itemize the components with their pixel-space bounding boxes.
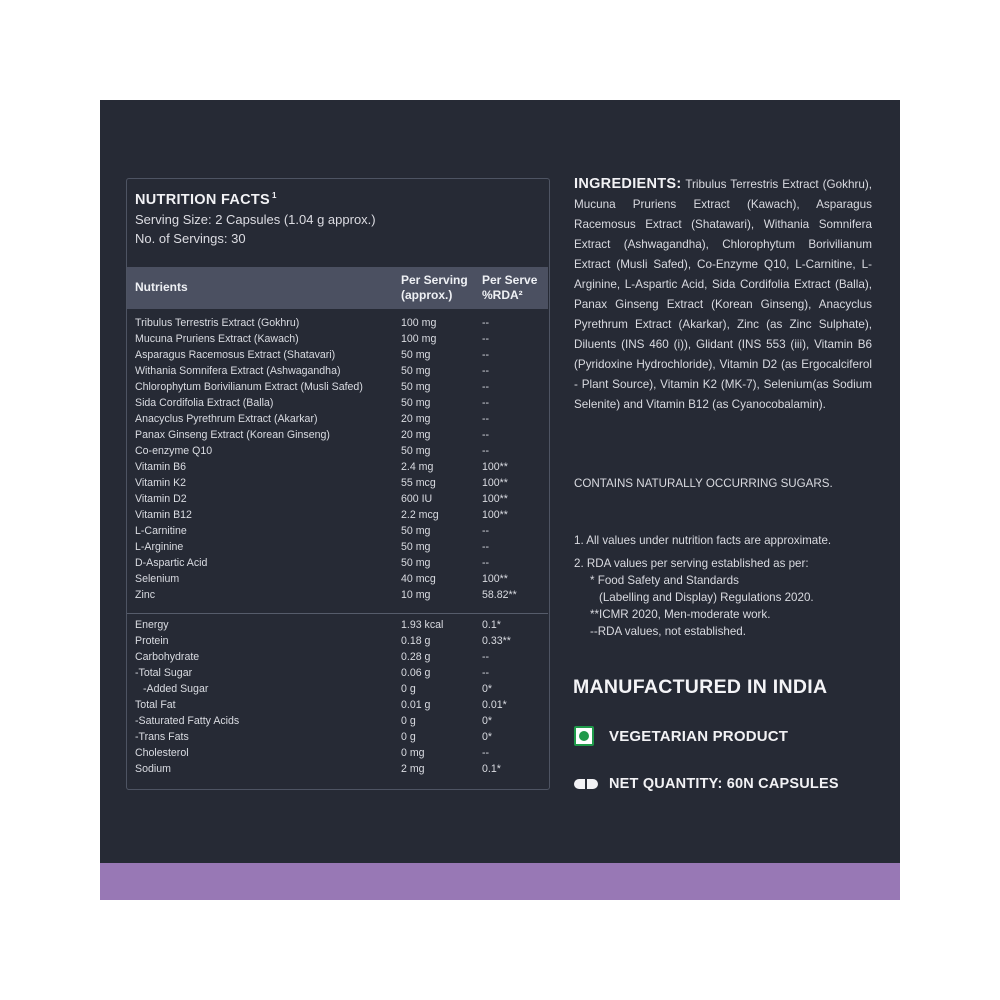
nutrient-name: -Added Sugar [143, 683, 209, 695]
rda-value: 100** [482, 477, 508, 489]
header-per-serving-line1: Per Serving [401, 273, 468, 287]
nutrient-name: -Saturated Fatty Acids [135, 715, 240, 727]
nutrient-name: L-Arginine [135, 541, 184, 553]
nutrition-title-footnote: 1 [272, 191, 277, 200]
table-row [127, 747, 548, 763]
nutrient-rows [127, 317, 548, 605]
ingredients-block [574, 174, 872, 415]
nutrient-name: Selenium [135, 573, 180, 585]
table-row [127, 317, 548, 333]
per-serving-value: 40 mcg [401, 573, 436, 585]
contains-statement: CONTAINS NATURALLY OCCURRING SUGARS. [574, 477, 833, 490]
per-serving-value: 100 mg [401, 317, 437, 329]
nutrient-name: Zinc [135, 589, 156, 601]
rda-value: 100** [482, 461, 508, 473]
per-serving-value: 0.01 g [401, 699, 431, 711]
table-row [127, 525, 548, 541]
nutrient-name: Tribulus Terrestris Extract (Gokhru) [135, 317, 300, 329]
nutrient-name: -Trans Fats [135, 731, 189, 743]
rda-value: 0.1* [482, 619, 501, 631]
rda-value: -- [482, 747, 490, 759]
rda-value: -- [482, 349, 490, 361]
nutrient-name: Vitamin D2 [135, 493, 187, 505]
nutrient-name: Co-enzyme Q10 [135, 445, 213, 457]
serving-size: Serving Size: 2 Capsules (1.04 g approx.) [135, 211, 376, 227]
per-serving-value: 0.18 g [401, 635, 431, 647]
per-serving-value: 0 g [401, 683, 416, 695]
ingredients-label: INGREDIENTS: [574, 176, 682, 192]
nutrient-name: Chlorophytum Borivilianum Extract (Musli Safed) [135, 381, 363, 393]
nutrient-name: Carbohydrate [135, 651, 200, 663]
rda-value: 0.01* [482, 699, 507, 711]
table-row [127, 333, 548, 349]
servings-count: No. of Servings: 30 [135, 230, 246, 246]
table-row [127, 731, 548, 747]
table-row [127, 461, 548, 477]
table-row [127, 667, 548, 683]
per-serving-value: 0 g [401, 715, 416, 727]
rda-value: 0* [482, 683, 493, 695]
rda-value: 100** [482, 493, 508, 505]
nutrition-title-text: NUTRITION FACTS [135, 191, 270, 208]
nutrition-table-header [127, 267, 548, 309]
footnote-2c: **ICMR 2020, Men-moderate work. [590, 608, 771, 621]
vegetarian-mark-icon [574, 726, 594, 746]
per-serving-value: 2.2 mcg [401, 509, 439, 521]
table-row [127, 651, 548, 667]
per-serving-value: 600 IU [401, 493, 433, 505]
table-row [127, 557, 548, 573]
per-serving-value: 50 mg [401, 349, 431, 361]
per-serving-value: 55 mcg [401, 477, 436, 489]
ingredients-text: Tribulus Terrestris Extract (Gokhru), Mucuna Pruriens Extract (Kawach), Asparagus Racemosus Extract (Shatawari), Withania Somnifera Extract (Ashwagandha), Chlorophytum Borivilianum Extract (Musli Safed), Co-Enzyme Q10, L-Carnitine, L-Arginine, L-Aspartic Acid, Sida Cordifolia Extract (Balla), Panax Ginseng Extract (Korean Ginseng), Anacyclus Pyrethrum Extract (Akarkar), Zinc (as Zinc Sulphate), Diluents (INS 460 (i)), Glidant (INS 553 (iii), Vitamin B6 (Pyridoxine Hydrochloride), Vitamin D2 (as Ergocalciferol - Plant Source), Vitamin K2 (MK-7), Selenium(as Sodium Selenite) and Vitamin B12 (as Cyanocobalamin). [574, 178, 872, 411]
rda-value: 58.82** [482, 589, 517, 601]
header-per-serving [401, 273, 468, 303]
per-serving-value: 10 mg [401, 589, 431, 601]
footnote-2a: * Food Safety and Standards [590, 574, 739, 587]
table-row [127, 477, 548, 493]
nutrient-name: Vitamin B12 [135, 509, 192, 521]
rda-value: -- [482, 429, 490, 441]
table-row [127, 589, 548, 605]
nutrient-name: -Total Sugar [135, 667, 193, 679]
footnotes [574, 532, 884, 640]
per-serving-value: 50 mg [401, 397, 431, 409]
nutrient-name: Sida Cordifolia Extract (Balla) [135, 397, 274, 409]
net-quantity-row [574, 776, 839, 792]
rda-value: -- [482, 333, 490, 345]
table-row [127, 635, 548, 651]
table-row [127, 541, 548, 557]
table-row [127, 683, 548, 699]
table-row [127, 413, 548, 429]
nutrient-name: Withania Somnifera Extract (Ashwagandha) [135, 365, 341, 377]
table-row [127, 381, 548, 397]
rda-value: 0* [482, 731, 493, 743]
vegetarian-dot [579, 731, 589, 741]
rda-value: 100** [482, 509, 508, 521]
header-nutrients: Nutrients [135, 280, 188, 294]
energy-rows [127, 619, 548, 779]
table-row [127, 429, 548, 445]
bottom-color-band [100, 863, 900, 900]
table-row [127, 619, 548, 635]
table-divider [127, 613, 548, 614]
nutrition-title [135, 191, 376, 208]
per-serving-value: 50 mg [401, 525, 431, 537]
nutrient-name: Cholesterol [135, 747, 189, 759]
vegetarian-label: VEGETARIAN PRODUCT [609, 727, 789, 745]
nutrient-name: Vitamin K2 [135, 477, 187, 489]
per-serving-value: 50 mg [401, 557, 431, 569]
nutrient-name: Panax Ginseng Extract (Korean Ginseng) [135, 429, 330, 441]
rda-value: -- [482, 381, 490, 393]
rda-value: -- [482, 557, 490, 569]
rda-value: 0.1* [482, 763, 501, 775]
per-serving-value: 0 mg [401, 747, 425, 759]
rda-value: 0* [482, 715, 493, 727]
table-row [127, 763, 548, 779]
footnote-1: 1. All values under nutrition facts are approximate. [574, 534, 832, 547]
rda-value: -- [482, 413, 490, 425]
per-serving-value: 20 mg [401, 429, 431, 441]
nutrient-name: D-Aspartic Acid [135, 557, 208, 569]
vegetarian-row [574, 726, 788, 746]
nutrition-header [135, 191, 376, 246]
per-serving-value: 50 mg [401, 381, 431, 393]
rda-value: -- [482, 397, 490, 409]
table-row [127, 493, 548, 509]
header-per-serving-line2: (approx.) [401, 288, 453, 302]
rda-value: -- [482, 445, 490, 457]
per-serving-value: 20 mg [401, 413, 431, 425]
table-row [127, 365, 548, 381]
footnote-2d: --RDA values, not established. [590, 625, 746, 638]
per-serving-value: 100 mg [401, 333, 437, 345]
rda-value: -- [482, 525, 490, 537]
per-serving-value: 0 g [401, 731, 416, 743]
footnote-2: 2. RDA values per serving established as per: [574, 557, 809, 570]
nutrient-name: Sodium [135, 763, 171, 775]
per-serving-value: 50 mg [401, 541, 431, 553]
footnote-2b: (Labelling and Display) Regulations 2020. [599, 591, 814, 604]
rda-value: -- [482, 667, 490, 679]
rda-value: 0.33** [482, 635, 511, 647]
nutrient-name: Anacyclus Pyrethrum Extract (Akarkar) [135, 413, 318, 425]
nutrient-name: Vitamin B6 [135, 461, 187, 473]
per-serving-value: 0.06 g [401, 667, 431, 679]
table-row [127, 573, 548, 589]
rda-value: -- [482, 365, 490, 377]
table-row [127, 397, 548, 413]
per-serving-value: 1.93 kcal [401, 619, 444, 631]
table-row [127, 349, 548, 365]
per-serving-value: 0.28 g [401, 651, 431, 663]
nutrient-name: Protein [135, 635, 169, 647]
rda-value: -- [482, 541, 490, 553]
per-serving-value: 50 mg [401, 445, 431, 457]
per-serving-value: 50 mg [401, 365, 431, 377]
header-rda-line1: Per Serve [482, 273, 538, 287]
table-row [127, 509, 548, 525]
nutrition-facts-box [126, 178, 550, 790]
nutrient-name: L-Carnitine [135, 525, 187, 537]
nutrient-name: Energy [135, 619, 169, 631]
nutrient-name: Mucuna Pruriens Extract (Kawach) [135, 333, 299, 345]
manufactured-in-india: MANUFACTURED IN INDIA [573, 676, 828, 698]
table-row [127, 445, 548, 461]
rda-value: -- [482, 651, 490, 663]
rda-value: 100** [482, 573, 508, 585]
net-quantity-label: NET QUANTITY: 60N CAPSULES [609, 776, 839, 792]
nutrient-name: Total Fat [135, 699, 176, 711]
capsule-icon [574, 779, 598, 789]
table-row [127, 699, 548, 715]
header-rda [482, 273, 537, 303]
nutrient-name: Asparagus Racemosus Extract (Shatavari) [135, 349, 336, 361]
table-row [127, 715, 548, 731]
rda-value: -- [482, 317, 490, 329]
per-serving-value: 2.4 mg [401, 461, 434, 473]
header-rda-line2: %RDA² [482, 288, 523, 302]
per-serving-value: 2 mg [401, 763, 425, 775]
